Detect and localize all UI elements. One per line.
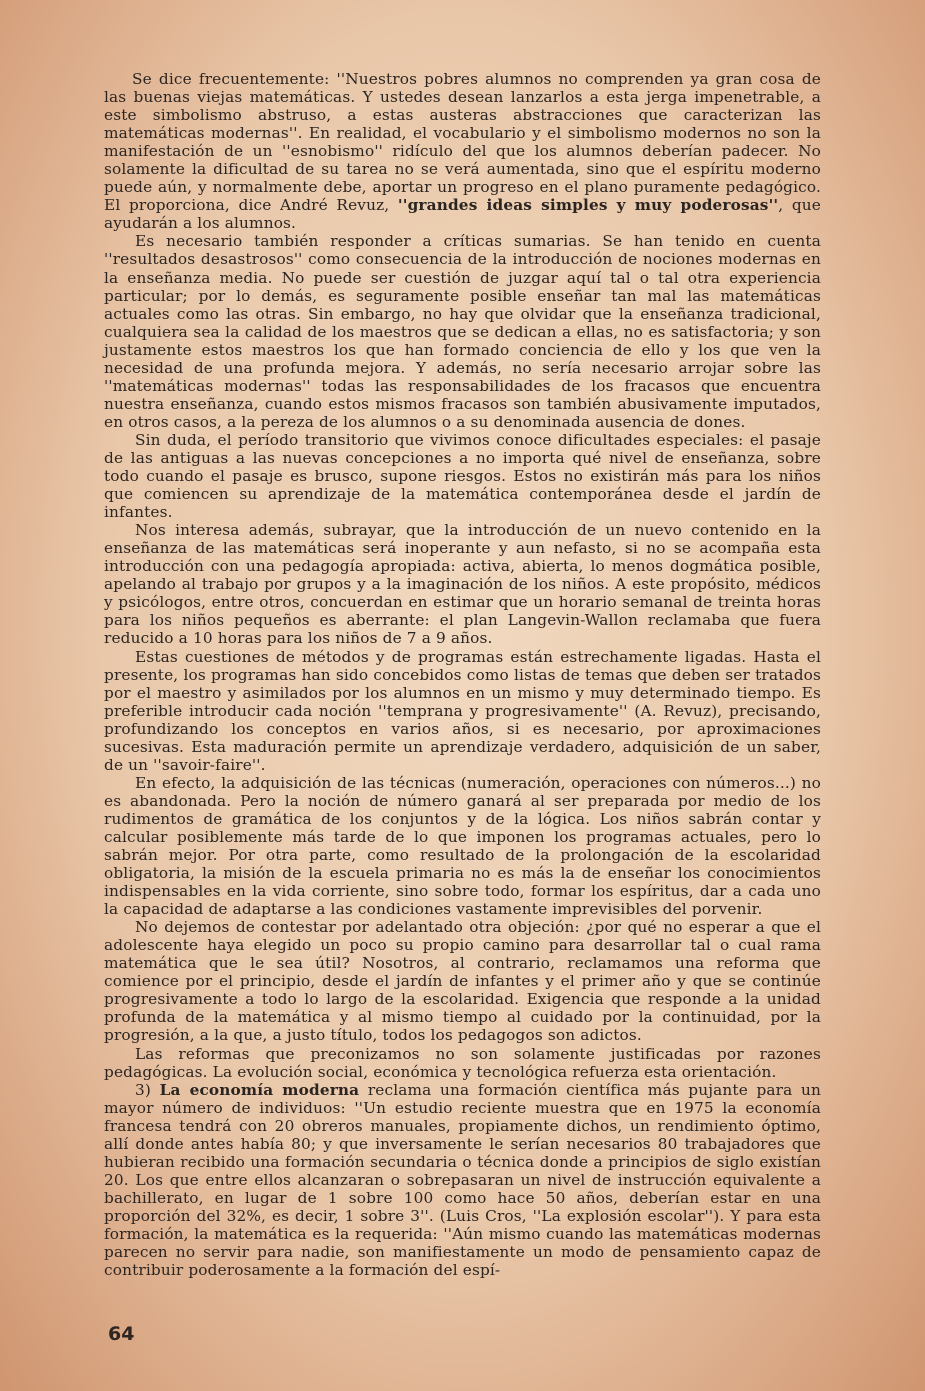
page-number: 64 [108,1323,135,1345]
paragraph-1-text-end: , que ayudarán a los alumnos. [104,196,821,233]
body-text [104,70,821,1279]
section-number: 3) [135,1080,160,1099]
paragraph-6: En efecto, la adquisición de las técnicas (numeración, operaciones con números...) no es abandonada. Pero la noción de número ganará al ser preparada por medio de los rudimentos de gramática de los conjuntos y de la lógica. Los niños sabrán contar y calcular posiblemente más tarde de lo que imponen los programas actuales, pero lo sabrán mejor. Por otra parte, como resultado de la prolongación de la escolaridad obligatoria, la misión de la escuela primaria no es más la de enseñar los conocimientos indispensables en la vida corriente, sino sobre todo, formar los espíritus, dar a cada uno la capacidad de adaptarse a las condiciones vastamente imprevisibles del porvenir. [104,773,821,919]
paragraph-8: Las reformas que preconizamos no son solamente justificadas por razones pedagógicas. La evolución social, económica y tecnológica refuerza esta orientación. [104,1044,821,1081]
paragraph-7: No dejemos de contestar por adelantado otra objeción: ¿por qué no esperar a que el adolescente haya elegido un poco su propio camino para desarrollar tal o cual rama matemática que le sea útil? Nosotros, al contrario, reclamamos una reforma que comience por el principio, desde el jardín de infantes y el primer año y que se continúe progresivamente a todo lo largo de la escolaridad. Exigencia que responde a la unidad profunda de la matemática y al mismo tiempo al cuidado por la continuidad, por la progresión, a la que, a justo título, todos los pedagogos son adictos. [104,918,821,1045]
paragraph-4: Nos interesa además, subrayar, que la introducción de un nuevo contenido en la enseñanza de las matemáticas será inoperante y aun nefasto, si no se acompaña esta introducción con una pedagogía apropiada: activa, abierta, lo menos dogmática posible, apelando al trabajo por grupos y a la imaginación de los niños. A este propósito, médicos y psicólogos, entre otros, concuerdan en estimar que un horario semanal de treinta horas para los niños pequeños es aberrante: el plan Langevin-Wallon reclamaba que fuera reducido a 10 horas para los niños de 7 a 9 años. [104,521,821,648]
paragraph-1 [104,70,821,232]
emphasis-quote: ''grandes ideas simples y muy poderosas'' [397,196,779,215]
paragraph-3: Sin duda, el período transitorio que vivimos conoce dificultades especiales: el pasaje de las antiguas a las nuevas concepciones a no importa qué nivel de enseñanza, sobre todo cuando el pasaje es brusco, supone riesgos. Estos no existirán más para los niños que comiencen su aprendizaje de la matemática contemporánea desde el jardín de infantes. [104,430,821,522]
paragraph-1-text: Se dice frecuentemente: ''Nuestros pobres alumnos no comprenden ya gran cosa de las buenas viejas matemáticas. Y ustedes desean lanzarlos a esta jerga impenetrable, a este simbolismo abstruso, a estas austeras abstracciones que caracterizan las matemáticas modernas''. En realidad, el vocabulario y el simbolismo modernos no son la manifestación de un ''esnobismo'' ridículo del que los alumnos deberían padecer. No solamente la dificultad de su tarea no se verá aumentada, sino que el espíritu moderno puede aún, y normalmente debe, aportar un progreso en el plano puramente pedagógico. El proporciona, dice André Revuz, [104,70,821,215]
paragraph-9 [104,1081,821,1280]
paragraph-2: Es necesario también responder a críticas sumarias. Se han tenido en cuenta ''resultados desastrosos'' como consecuencia de la introducción de nociones modernas en la enseñanza media. No puede ser cuestión de juzgar aquí tal o tal otra experiencia particular; por lo demás, es seguramente posible enseñar tan mal las matemáticas actuales como las otras. Sin embargo, no hay que olvidar que la enseñanza tradicional, cualquiera sea la calidad de los maestros que se dedican a ellas, no es satisfactoria; y son justamente estos maestros los que han formado conciencia de ello y los que ven la necesidad de una profunda mejora. Y además, no sería necesario arrojar sobre las ''matemáticas modernas'' todas las responsabilidades de los fracasos que encuentra nuestra enseñanza, cuando estos mismos fracasos son también abusivamente imputados, en otros casos, a la pereza de los alumnos o a su denominada ausencia de dones. [104,232,821,431]
paragraph-9-text: reclama una formación científica más pujante para un mayor número de individuos: ''Un estudio reciente muestra que en 1975 la economía francesa tendrá con 20 obreros manuales, propiamente dichos, un rendimiento óptimo, allí donde antes había 80; y que inversamente le serían necesarios 80 trabajadores que hubieran recibido una formación secundaria o técnica donde a principios de siglo existían 20. Los que entre ellos alcanzaran o sobrepasaran un nivel de instrucción equivalente a bachillerato, en lugar de 1 sobre 100 como hace 50 años, deberían estar en una proporción del 32%, es decir, 1 sobre 3''. (Luis Cros, ''La explosión escolar''). Y para esta formación, la matemática es la requerida: ''Aún mismo cuando las matemáticas modernas parecen no servir para nadie, son manifiestamente un modo de pensamiento capaz de contribuir poderosamente a la formación del espí- [104,1080,821,1280]
section-heading: La economía moderna [159,1080,360,1099]
paragraph-5: Estas cuestiones de métodos y de programas están estrechamente ligadas. Hasta el presente, los programas han sido concebidos como listas de temas que deben ser tratados por el maestro y asimilados por los alumnos en un mismo y muy determinado tiempo. Es preferible introducir cada noción ''temprana y progresivamente'' (A. Revuz), precisando, profundizando los conceptos en varios años, si es necesario, por aproximaciones sucesivas. Esta maduración permite un aprendizaje verdadero, adquisición de un saber, de un ''savoir-faire''. [104,647,821,774]
